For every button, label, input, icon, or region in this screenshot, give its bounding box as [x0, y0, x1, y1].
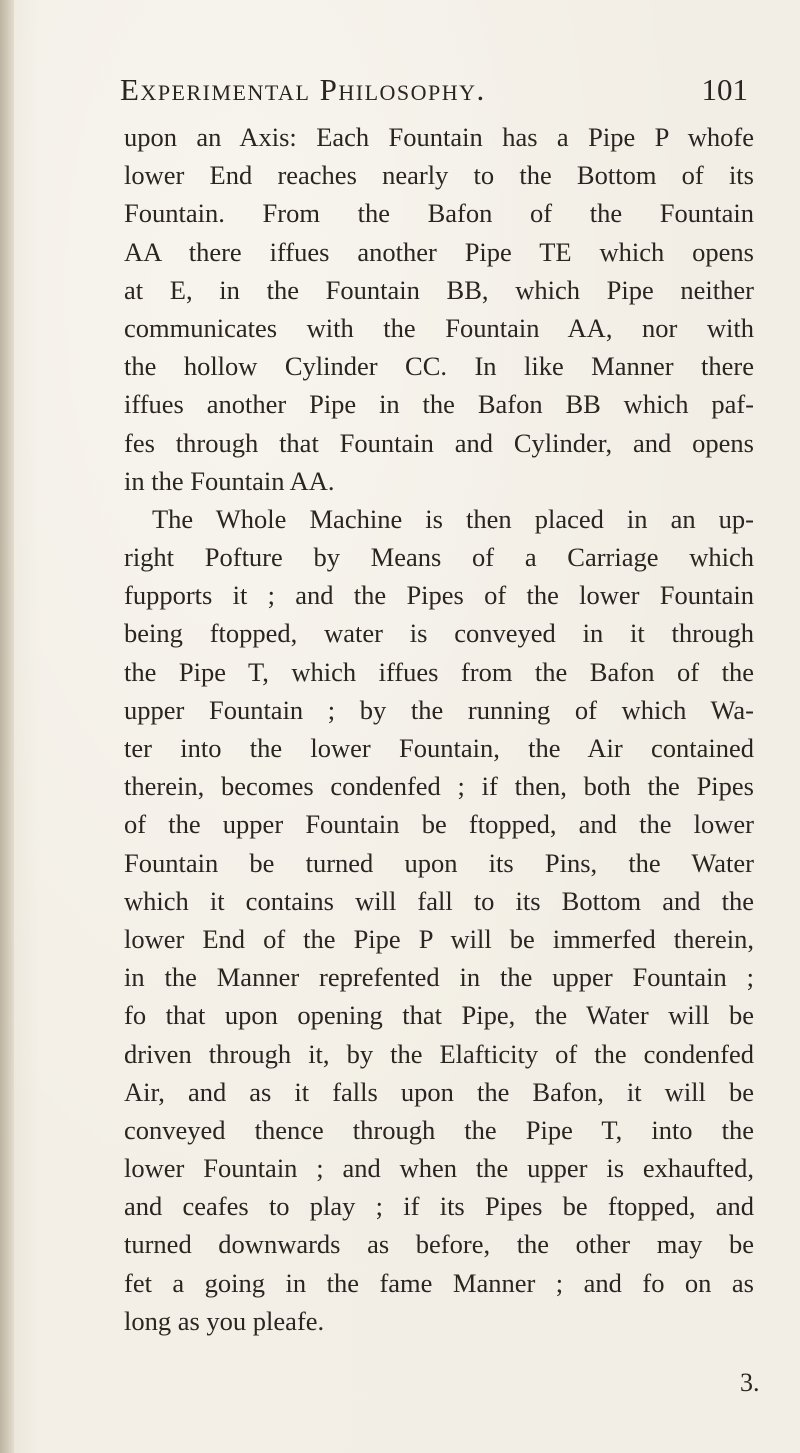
text-line: Air, and as it falls upon the Bafon, it will be — [124, 1076, 754, 1107]
text-line: in the Manner reprefented in the upper Fountain ; — [124, 962, 754, 993]
text-line: which it contains will fall to its Bottom and the — [124, 885, 754, 916]
text-line: ter into the lower Fountain, the Air contained — [124, 733, 754, 763]
running-head — [120, 72, 760, 112]
text-line: upper Fountain ; by the running of which Wa- — [124, 694, 754, 725]
text-line: upon an Axis: Each Fountain has a Pipe P whofe — [124, 122, 754, 152]
running-title: Experimental Philosophy. — [120, 72, 486, 107]
text-line: therein, becomes condenfed ; if then, both the Pipes — [124, 771, 754, 802]
text-line: lower End reaches nearly to the Bottom of its — [124, 160, 754, 191]
text-line: iffues another Pipe in the Bafon BB which paf- — [124, 389, 754, 420]
text-line: and ceafes to play ; if its Pipes be ftopped, and — [124, 1191, 754, 1222]
text-line: turned downwards as before, the other may be — [124, 1229, 754, 1260]
catchword: 3. — [740, 1368, 760, 1397]
text-line: fes through that Fountain and Cylinder, and opens — [124, 427, 754, 458]
text-line: the Pipe T, which iffues from the Bafon of the — [124, 656, 754, 687]
paragraph-end-line: in the Fountain AA. — [124, 465, 335, 496]
text-line: of the upper Fountain be ftopped, and the lower — [124, 809, 754, 840]
paragraph-start-line: The Whole Machine is then placed in an up- — [152, 503, 754, 534]
text-line: fet a going in the fame Manner ; and fo on as — [124, 1267, 754, 1298]
text-line: lower Fountain ; and when the upper is exhaufted, — [124, 1153, 754, 1184]
text-line: Fountain be turned upon its Pins, the Water — [124, 847, 754, 878]
text-line: fo that upon opening that Pipe, the Water will be — [124, 1000, 754, 1031]
text-line: conveyed thence through the Pipe T, into the — [124, 1114, 754, 1145]
page-gutter-shadow — [0, 0, 14, 1453]
text-line: right Pofture by Means of a Carriage which — [124, 542, 754, 573]
text-line: lower End of the Pipe P will be immerfed therein, — [124, 923, 754, 954]
text-line: at E, in the Fountain BB, which Pipe neither — [124, 274, 754, 305]
text-line: Fountain. From the Bafon of the Fountain — [124, 198, 754, 229]
text-line: AA there iffues another Pipe TE which opens — [124, 236, 754, 267]
text-line: the hollow Cylinder CC. In like Manner there — [124, 351, 754, 382]
text-line: communicates with the Fountain AA, nor with — [124, 312, 754, 343]
text-line: being ftopped, water is conveyed in it through — [124, 618, 754, 649]
text-line: fupports it ; and the Pipes of the lower Fountain — [124, 580, 754, 611]
paragraph-end-line: long as you pleafe. — [124, 1305, 325, 1336]
body-text — [124, 118, 754, 1340]
text-line: driven through it, by the Elafticity of the condenfed — [124, 1038, 754, 1069]
page-number: 101 — [701, 72, 748, 107]
